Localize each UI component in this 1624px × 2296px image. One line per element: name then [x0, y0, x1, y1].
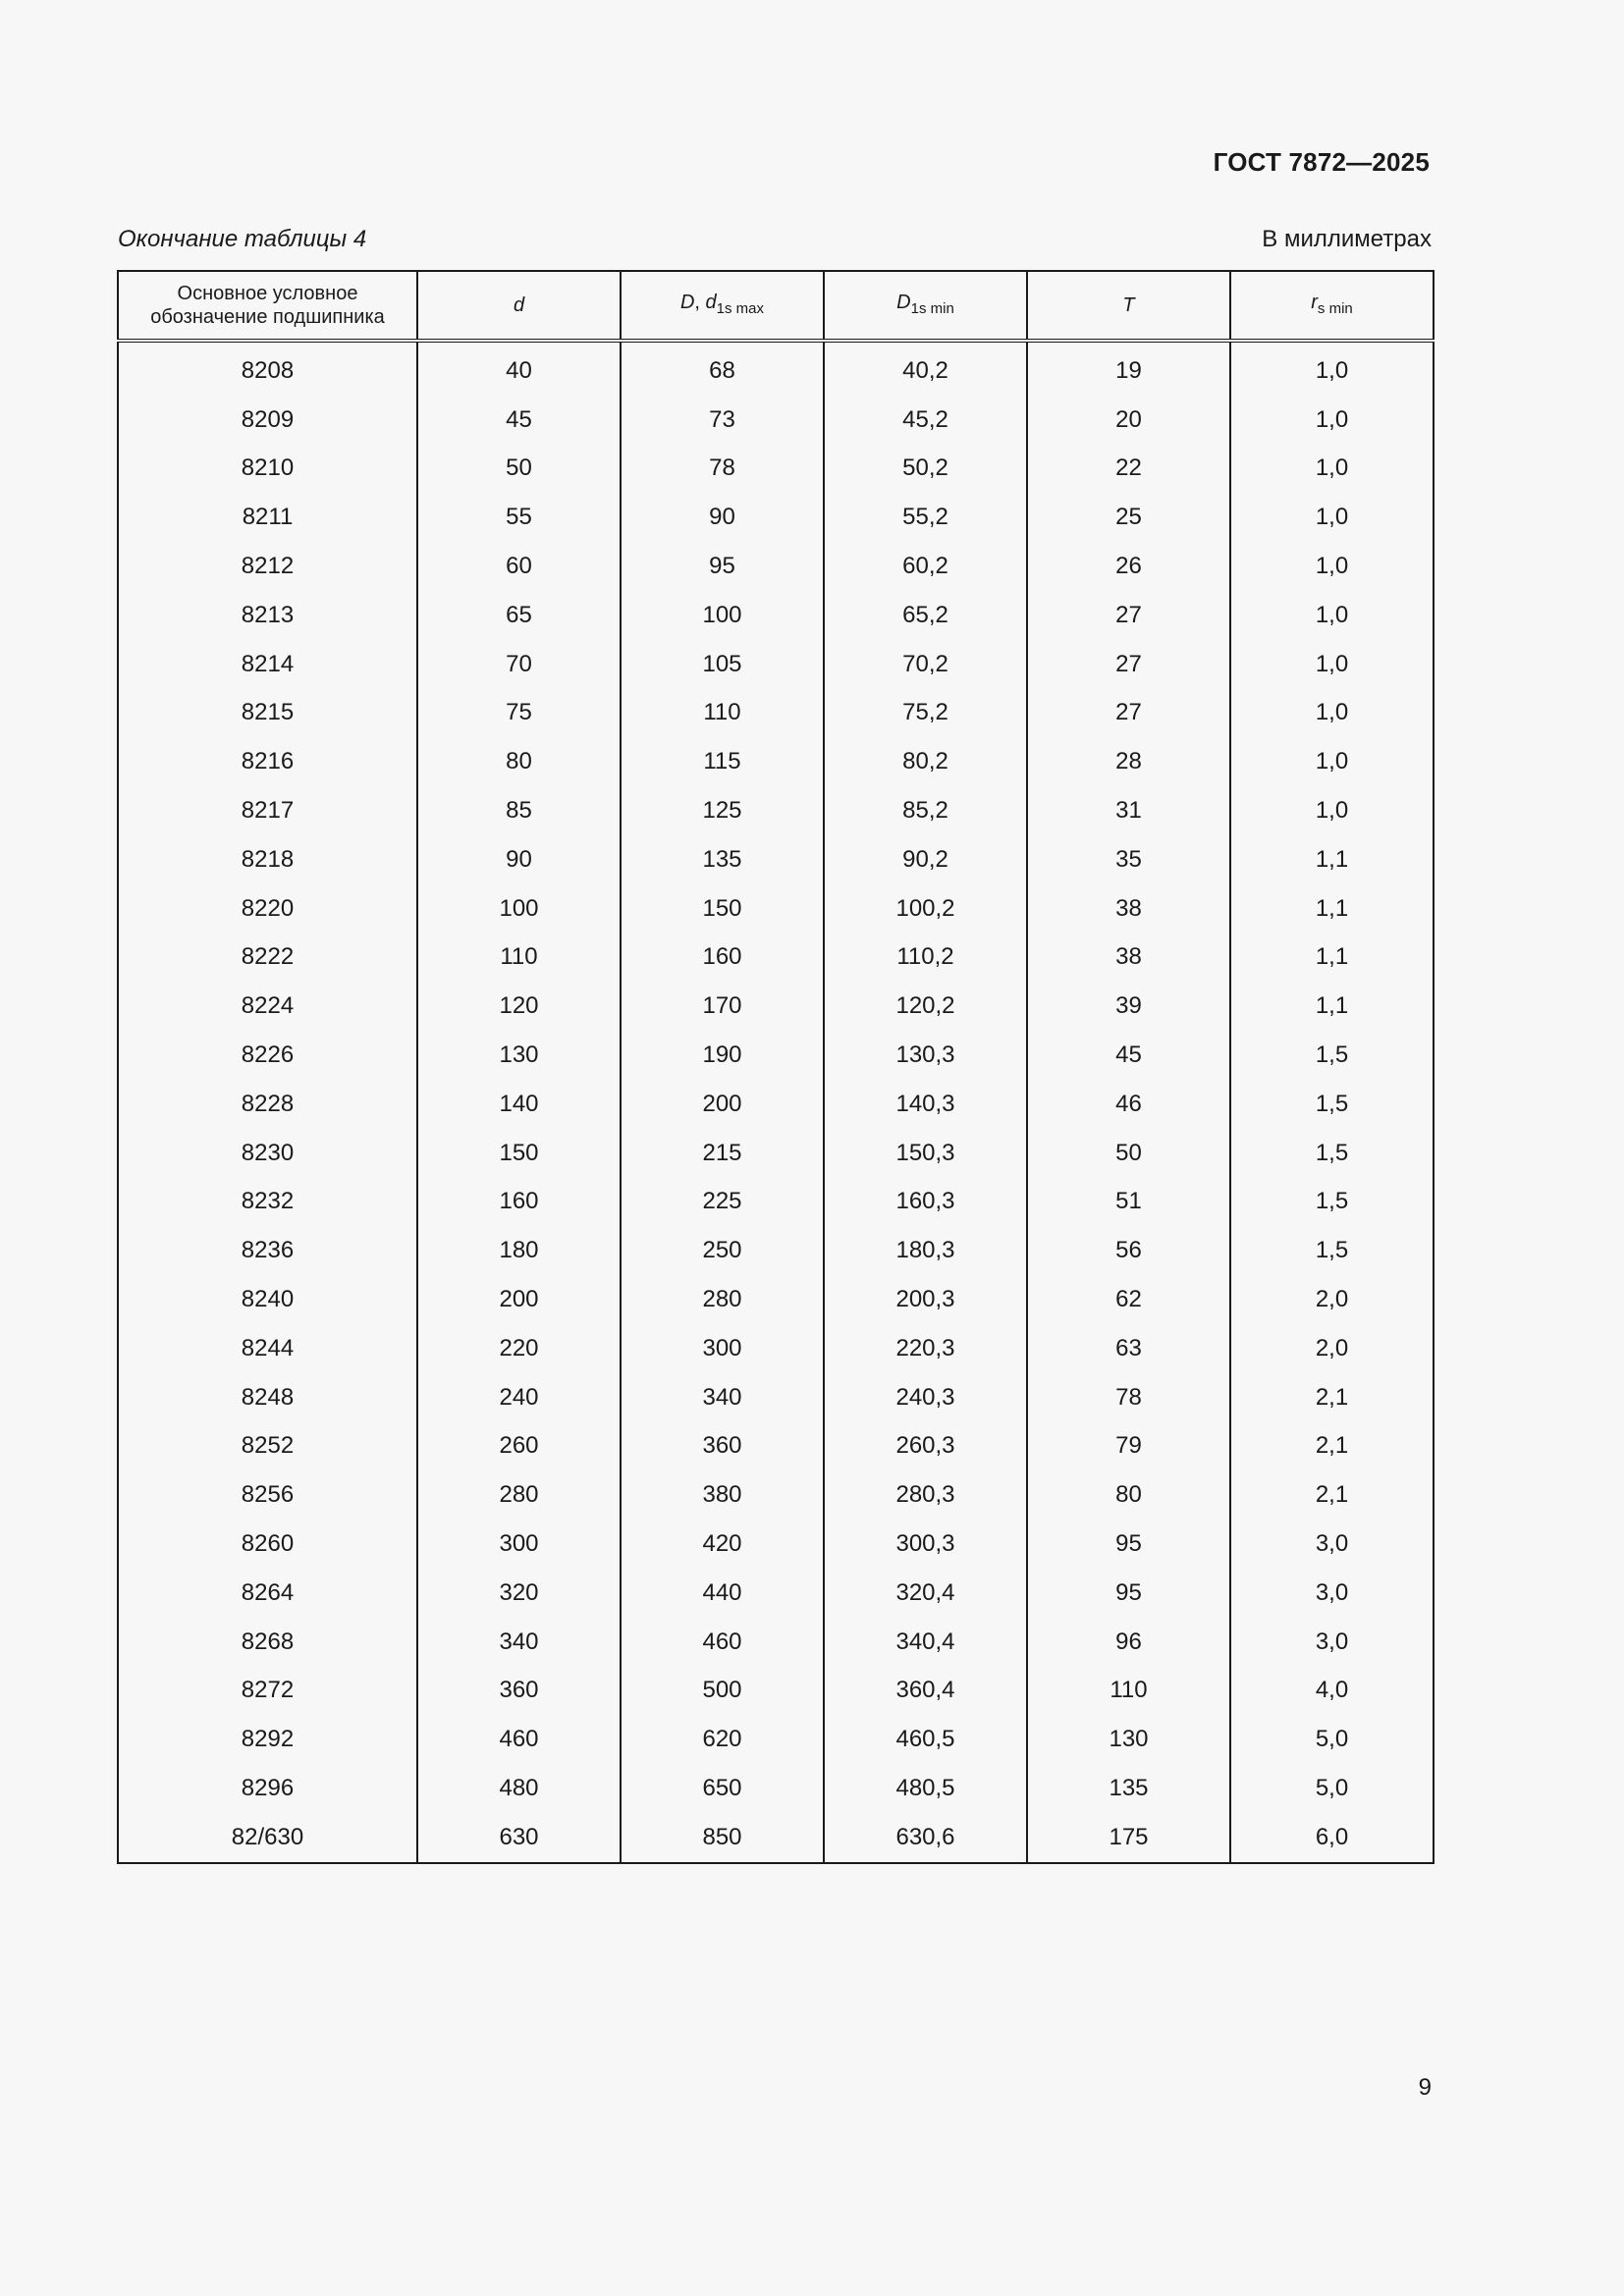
header-d-symbol: d [513, 294, 525, 316]
document-code: ГОСТ 7872—2025 [1213, 147, 1430, 177]
cell-d: 240 [417, 1373, 621, 1422]
cell-T: 62 [1027, 1275, 1230, 1324]
cell-d: 50 [417, 445, 621, 494]
cell-designation: 8236 [118, 1226, 417, 1275]
header-D-symbol: D [679, 291, 695, 313]
table-row [118, 1178, 1434, 1227]
cell-T: 38 [1027, 934, 1230, 983]
table-row [118, 1667, 1434, 1716]
cell-T: 95 [1027, 1520, 1230, 1569]
cell-designation: 8216 [118, 737, 417, 786]
cell-D1s-min: 260,3 [824, 1422, 1027, 1471]
cell-rs-min: 5,0 [1230, 1764, 1434, 1813]
header-D1-symbol: D [896, 291, 911, 313]
cell-designation: 8220 [118, 884, 417, 934]
cell-T: 20 [1027, 396, 1230, 445]
cell-D1s-min: 55,2 [824, 493, 1027, 542]
cell-D1s-min: 70,2 [824, 640, 1027, 689]
cell-T: 27 [1027, 689, 1230, 738]
cell-D: 225 [621, 1178, 824, 1227]
cell-rs-min: 1,1 [1230, 934, 1434, 983]
table-row [118, 493, 1434, 542]
header-d [417, 271, 621, 341]
table-row [118, 1226, 1434, 1275]
cell-designation: 8272 [118, 1667, 417, 1716]
cell-T: 25 [1027, 493, 1230, 542]
table-row [118, 1569, 1434, 1618]
cell-d: 150 [417, 1129, 621, 1178]
cell-T: 22 [1027, 445, 1230, 494]
cell-rs-min: 2,0 [1230, 1324, 1434, 1373]
cell-rs-min: 1,5 [1230, 1031, 1434, 1080]
cell-D1s-min: 280,3 [824, 1470, 1027, 1520]
cell-d: 180 [417, 1226, 621, 1275]
header-rs-min [1230, 271, 1434, 341]
cell-D: 460 [621, 1618, 824, 1667]
cell-designation: 8292 [118, 1715, 417, 1764]
cell-T: 56 [1027, 1226, 1230, 1275]
cell-rs-min: 1,0 [1230, 341, 1434, 396]
cell-D1s-min: 460,5 [824, 1715, 1027, 1764]
header-d1-subscript: 1s max [716, 299, 765, 317]
cell-d: 300 [417, 1520, 621, 1569]
cell-d: 130 [417, 1031, 621, 1080]
table-row [118, 737, 1434, 786]
cell-d: 85 [417, 786, 621, 835]
cell-designation: 8296 [118, 1764, 417, 1813]
cell-designation: 8256 [118, 1470, 417, 1520]
cell-D1s-min: 45,2 [824, 396, 1027, 445]
cell-rs-min: 3,0 [1230, 1569, 1434, 1618]
cell-rs-min: 2,1 [1230, 1422, 1434, 1471]
header-separator: , [694, 291, 706, 313]
cell-rs-min: 1,5 [1230, 1080, 1434, 1129]
cell-d: 55 [417, 493, 621, 542]
cell-T: 38 [1027, 884, 1230, 934]
cell-D1s-min: 320,4 [824, 1569, 1027, 1618]
cell-designation: 8240 [118, 1275, 417, 1324]
cell-D1s-min: 240,3 [824, 1373, 1027, 1422]
cell-D: 190 [621, 1031, 824, 1080]
cell-D1s-min: 160,3 [824, 1178, 1027, 1227]
cell-T: 28 [1027, 737, 1230, 786]
cell-D1s-min: 140,3 [824, 1080, 1027, 1129]
cell-D1s-min: 150,3 [824, 1129, 1027, 1178]
cell-D1s-min: 40,2 [824, 341, 1027, 396]
cell-d: 90 [417, 835, 621, 884]
table-row [118, 1422, 1434, 1471]
cell-rs-min: 1,5 [1230, 1226, 1434, 1275]
cell-d: 260 [417, 1422, 621, 1471]
table-row [118, 1275, 1434, 1324]
cell-designation: 8228 [118, 1080, 417, 1129]
table-row [118, 786, 1434, 835]
cell-D: 200 [621, 1080, 824, 1129]
cell-d: 45 [417, 396, 621, 445]
cell-T: 51 [1027, 1178, 1230, 1227]
cell-rs-min: 1,1 [1230, 982, 1434, 1031]
cell-D: 125 [621, 786, 824, 835]
cell-T: 78 [1027, 1373, 1230, 1422]
cell-d: 460 [417, 1715, 621, 1764]
table-row [118, 1813, 1434, 1863]
cell-designation: 8213 [118, 591, 417, 640]
cell-T: 80 [1027, 1470, 1230, 1520]
cell-designation: 8214 [118, 640, 417, 689]
cell-rs-min: 1,1 [1230, 884, 1434, 934]
cell-rs-min: 5,0 [1230, 1715, 1434, 1764]
cell-T: 19 [1027, 341, 1230, 396]
table-row [118, 591, 1434, 640]
cell-rs-min: 1,0 [1230, 689, 1434, 738]
cell-d: 480 [417, 1764, 621, 1813]
cell-designation: 8248 [118, 1373, 417, 1422]
cell-T: 175 [1027, 1813, 1230, 1863]
cell-D: 650 [621, 1764, 824, 1813]
cell-D1s-min: 50,2 [824, 445, 1027, 494]
cell-D: 360 [621, 1422, 824, 1471]
dimensions-table [117, 270, 1435, 1864]
cell-D1s-min: 85,2 [824, 786, 1027, 835]
cell-D1s-min: 60,2 [824, 542, 1027, 591]
cell-designation: 8222 [118, 934, 417, 983]
cell-rs-min: 1,5 [1230, 1129, 1434, 1178]
cell-D1s-min: 80,2 [824, 737, 1027, 786]
cell-d: 40 [417, 341, 621, 396]
cell-rs-min: 3,0 [1230, 1520, 1434, 1569]
cell-designation: 8215 [118, 689, 417, 738]
cell-D: 420 [621, 1520, 824, 1569]
cell-T: 63 [1027, 1324, 1230, 1373]
cell-d: 60 [417, 542, 621, 591]
table-row [118, 1618, 1434, 1667]
cell-designation: 8208 [118, 341, 417, 396]
cell-d: 220 [417, 1324, 621, 1373]
table-row [118, 542, 1434, 591]
cell-rs-min: 2,1 [1230, 1373, 1434, 1422]
table-row [118, 982, 1434, 1031]
cell-D: 73 [621, 396, 824, 445]
header-D1s-min [824, 271, 1027, 341]
cell-T: 27 [1027, 640, 1230, 689]
cell-D1s-min: 130,3 [824, 1031, 1027, 1080]
cell-D1s-min: 75,2 [824, 689, 1027, 738]
cell-designation: 8226 [118, 1031, 417, 1080]
cell-T: 96 [1027, 1618, 1230, 1667]
cell-D: 300 [621, 1324, 824, 1373]
cell-d: 340 [417, 1618, 621, 1667]
cell-designation: 8268 [118, 1618, 417, 1667]
header-r-symbol: r [1311, 291, 1318, 313]
cell-rs-min: 1,0 [1230, 396, 1434, 445]
cell-designation: 8210 [118, 445, 417, 494]
cell-rs-min: 3,0 [1230, 1618, 1434, 1667]
table-row [118, 396, 1434, 445]
table-row [118, 835, 1434, 884]
cell-designation: 8209 [118, 396, 417, 445]
cell-T: 95 [1027, 1569, 1230, 1618]
cell-d: 160 [417, 1178, 621, 1227]
table-row [118, 341, 1434, 396]
cell-d: 280 [417, 1470, 621, 1520]
cell-D1s-min: 65,2 [824, 591, 1027, 640]
cell-D: 160 [621, 934, 824, 983]
cell-designation: 8224 [118, 982, 417, 1031]
table-row [118, 1520, 1434, 1569]
table-row [118, 884, 1434, 934]
cell-designation: 8244 [118, 1324, 417, 1373]
cell-D1s-min: 630,6 [824, 1813, 1027, 1863]
cell-D1s-min: 360,4 [824, 1667, 1027, 1716]
cell-rs-min: 2,0 [1230, 1275, 1434, 1324]
cell-D1s-min: 340,4 [824, 1618, 1027, 1667]
cell-designation: 82/630 [118, 1813, 417, 1863]
cell-T: 135 [1027, 1764, 1230, 1813]
cell-D: 68 [621, 341, 824, 396]
table-body [118, 341, 1434, 1863]
cell-D1s-min: 90,2 [824, 835, 1027, 884]
cell-D: 78 [621, 445, 824, 494]
cell-rs-min: 1,0 [1230, 542, 1434, 591]
table-row [118, 1324, 1434, 1373]
cell-designation: 8252 [118, 1422, 417, 1471]
units-note: В миллиметрах [1262, 226, 1432, 252]
cell-d: 320 [417, 1569, 621, 1618]
cell-D1s-min: 180,3 [824, 1226, 1027, 1275]
cell-rs-min: 1,0 [1230, 591, 1434, 640]
cell-rs-min: 1,1 [1230, 835, 1434, 884]
cell-d: 100 [417, 884, 621, 934]
cell-D: 110 [621, 689, 824, 738]
cell-rs-min: 1,5 [1230, 1178, 1434, 1227]
cell-d: 110 [417, 934, 621, 983]
cell-D: 440 [621, 1569, 824, 1618]
cell-rs-min: 1,0 [1230, 786, 1434, 835]
cell-designation: 8217 [118, 786, 417, 835]
cell-D: 500 [621, 1667, 824, 1716]
cell-T: 27 [1027, 591, 1230, 640]
cell-D1s-min: 300,3 [824, 1520, 1027, 1569]
header-D-d1s-max [621, 271, 824, 341]
cell-T: 50 [1027, 1129, 1230, 1178]
cell-T: 35 [1027, 835, 1230, 884]
cell-designation: 8232 [118, 1178, 417, 1227]
cell-D: 115 [621, 737, 824, 786]
cell-designation: 8230 [118, 1129, 417, 1178]
cell-D: 95 [621, 542, 824, 591]
cell-rs-min: 4,0 [1230, 1667, 1434, 1716]
cell-T: 39 [1027, 982, 1230, 1031]
cell-D1s-min: 100,2 [824, 884, 1027, 934]
cell-D: 340 [621, 1373, 824, 1422]
table-row [118, 445, 1434, 494]
table-row [118, 1764, 1434, 1813]
header-T-symbol: T [1122, 294, 1135, 316]
cell-designation: 8264 [118, 1569, 417, 1618]
cell-rs-min: 1,0 [1230, 640, 1434, 689]
header-D1-subscript: 1s min [910, 299, 954, 317]
cell-T: 46 [1027, 1080, 1230, 1129]
cell-rs-min: 1,0 [1230, 737, 1434, 786]
cell-T: 45 [1027, 1031, 1230, 1080]
table-row [118, 640, 1434, 689]
cell-designation: 8212 [118, 542, 417, 591]
header-designation-line1: Основное условное [177, 283, 358, 304]
table-row [118, 1373, 1434, 1422]
cell-D: 850 [621, 1813, 824, 1863]
cell-d: 140 [417, 1080, 621, 1129]
cell-D: 250 [621, 1226, 824, 1275]
cell-D: 170 [621, 982, 824, 1031]
table-caption: Окончание таблицы 4 [118, 226, 367, 252]
cell-rs-min: 1,0 [1230, 493, 1434, 542]
table-row [118, 1031, 1434, 1080]
cell-rs-min: 2,1 [1230, 1470, 1434, 1520]
header-T [1027, 271, 1230, 341]
cell-D1s-min: 480,5 [824, 1764, 1027, 1813]
cell-designation: 8218 [118, 835, 417, 884]
table-row [118, 1129, 1434, 1178]
cell-D: 100 [621, 591, 824, 640]
table-row [118, 1470, 1434, 1520]
table-row [118, 1080, 1434, 1129]
header-designation [118, 271, 417, 341]
cell-D1s-min: 120,2 [824, 982, 1027, 1031]
dimensions-table-wrapper [117, 270, 1433, 1864]
cell-d: 75 [417, 689, 621, 738]
cell-d: 65 [417, 591, 621, 640]
table-header-row [118, 271, 1434, 341]
table-caption-row [118, 226, 1432, 259]
page-number: 9 [1418, 2074, 1432, 2101]
cell-T: 31 [1027, 786, 1230, 835]
cell-T: 26 [1027, 542, 1230, 591]
cell-designation: 8211 [118, 493, 417, 542]
cell-D: 90 [621, 493, 824, 542]
header-d1-symbol: d [705, 291, 717, 313]
cell-d: 120 [417, 982, 621, 1031]
cell-rs-min: 6,0 [1230, 1813, 1434, 1863]
cell-D: 150 [621, 884, 824, 934]
cell-D1s-min: 110,2 [824, 934, 1027, 983]
cell-d: 200 [417, 1275, 621, 1324]
cell-T: 110 [1027, 1667, 1230, 1716]
cell-D: 620 [621, 1715, 824, 1764]
table-row [118, 1715, 1434, 1764]
cell-D: 380 [621, 1470, 824, 1520]
header-designation-line2: обозначение подшипника [150, 306, 385, 328]
cell-D: 215 [621, 1129, 824, 1178]
cell-d: 70 [417, 640, 621, 689]
cell-T: 130 [1027, 1715, 1230, 1764]
cell-D: 135 [621, 835, 824, 884]
cell-D1s-min: 220,3 [824, 1324, 1027, 1373]
cell-T: 79 [1027, 1422, 1230, 1471]
cell-D1s-min: 200,3 [824, 1275, 1027, 1324]
header-r-subscript: s min [1317, 299, 1353, 317]
cell-d: 80 [417, 737, 621, 786]
table-row [118, 689, 1434, 738]
cell-d: 360 [417, 1667, 621, 1716]
table-row [118, 934, 1434, 983]
cell-designation: 8260 [118, 1520, 417, 1569]
cell-d: 630 [417, 1813, 621, 1863]
cell-D: 105 [621, 640, 824, 689]
cell-D: 280 [621, 1275, 824, 1324]
cell-rs-min: 1,0 [1230, 445, 1434, 494]
